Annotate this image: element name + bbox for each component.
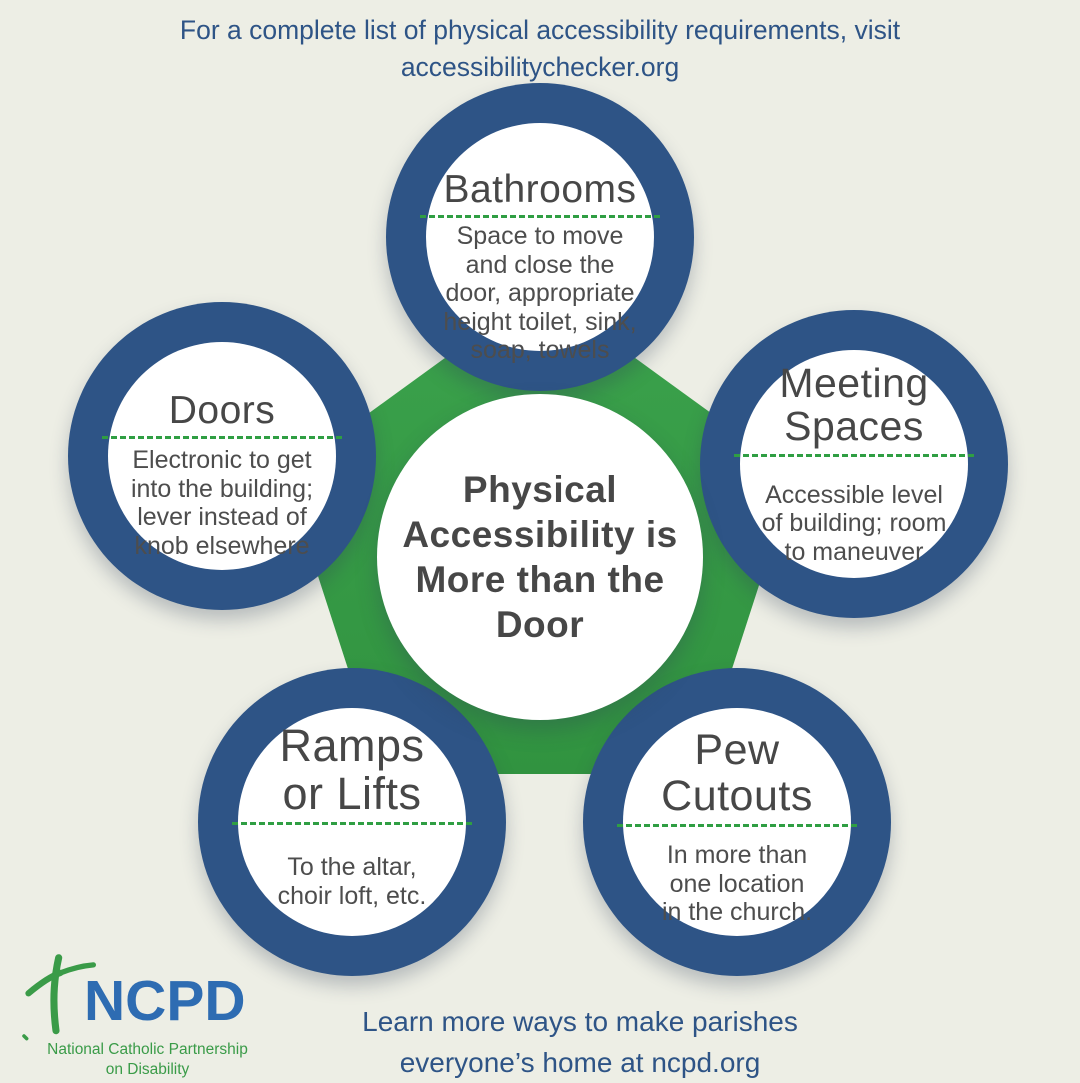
dashed-divider — [420, 215, 660, 218]
dashed-divider — [617, 824, 857, 827]
node-bathrooms-title: Bathrooms — [443, 168, 637, 211]
dashed-divider — [734, 454, 974, 457]
ncpd-tagline: National Catholic Partnership on Disability — [47, 1041, 248, 1079]
center-title: Physical Accessibility is More than the Door — [402, 468, 678, 646]
node-ramps-or-lifts — [198, 668, 506, 976]
node-ramps-or-lifts-body: To the altar, choir loft, etc. — [277, 853, 427, 910]
center-circle — [377, 394, 703, 720]
node-pew-cutouts-body: In more than one location in the church. — [661, 841, 813, 927]
node-doors-body: Electronic to get into the building; lever instead of knob elsewhere — [130, 446, 314, 560]
ncpd-logo — [0, 940, 280, 1080]
node-bathrooms-body: Space to move and close the door, appropriate height toilet, sink, soap, towels — [443, 222, 637, 365]
node-meeting-spaces — [700, 310, 1008, 618]
ncpd-acronym: NCPD — [84, 969, 246, 1033]
dashed-divider — [102, 436, 342, 439]
node-meeting-spaces-body: Accessible level of building; room to maneuver — [761, 480, 947, 566]
node-pew-cutouts-title: Pew Cutouts — [661, 726, 813, 820]
node-pew-cutouts — [583, 668, 891, 976]
node-bathrooms — [386, 83, 694, 391]
footer-line-1: Learn more ways to make parishes — [362, 1006, 798, 1037]
header-line-1: For a complete list of physical accessibility requirements, visit — [179, 15, 901, 45]
node-doors — [68, 302, 376, 610]
footer-line-2: everyone’s home at ncpd.org — [399, 1046, 761, 1078]
dashed-divider — [232, 822, 472, 825]
node-doors-title: Doors — [168, 389, 276, 432]
node-meeting-spaces-title: Meeting Spaces — [779, 360, 929, 450]
header-line-2: accessibilitychecker.org — [400, 51, 680, 82]
node-ramps-or-lifts-title: Ramps or Lifts — [279, 720, 425, 819]
